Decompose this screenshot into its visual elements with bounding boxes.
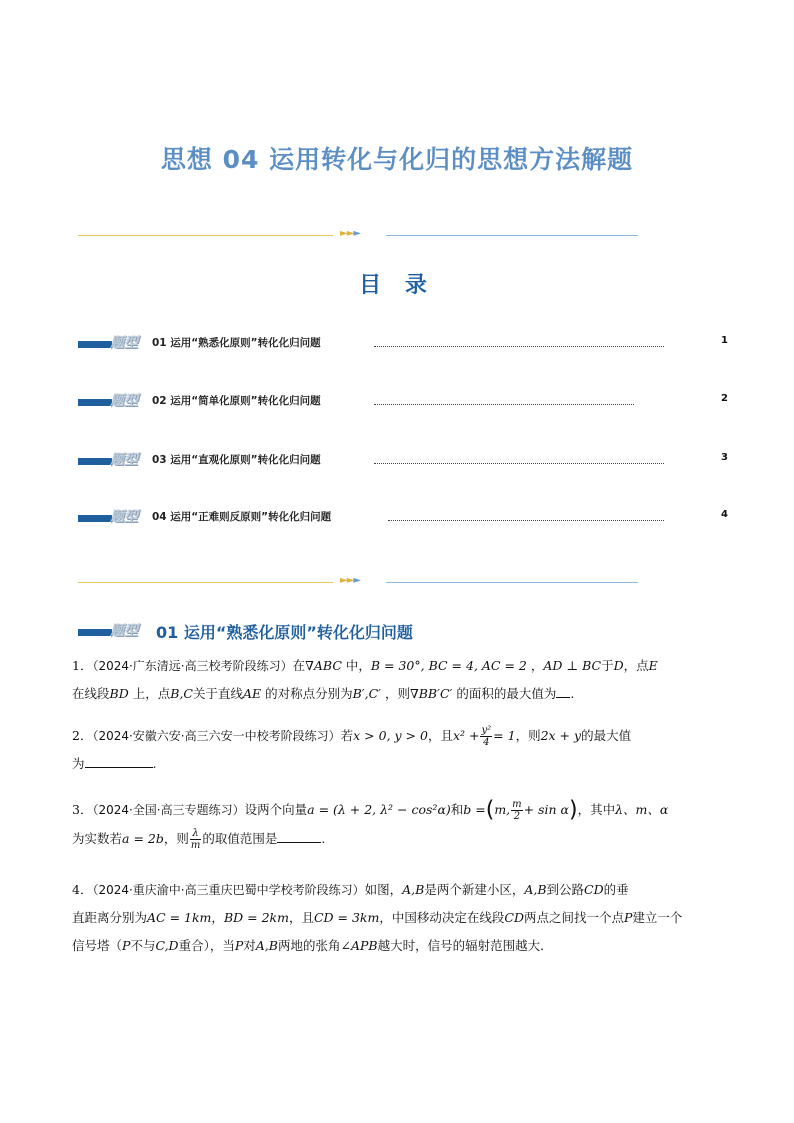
section-badge-icon: 题型 bbox=[78, 451, 148, 467]
section-title: 01 运用“熟悉化原则”转化化归问题 bbox=[156, 623, 413, 642]
section-badge-icon: 题型 bbox=[78, 392, 148, 408]
toc-item[interactable] bbox=[78, 392, 728, 410]
answer-blank[interactable] bbox=[556, 685, 570, 698]
toc-item-label: 02 运用“简单化原则”转化化归问题 bbox=[152, 395, 321, 407]
toc-item-page: 1 bbox=[721, 335, 728, 346]
section-heading bbox=[78, 620, 698, 642]
toc-item-page: 3 bbox=[721, 452, 728, 463]
section-badge-icon: 题型 bbox=[78, 508, 148, 524]
answer-blank[interactable] bbox=[277, 830, 321, 843]
page-title: 思想 04 运用转化与化归的思想方法解题 bbox=[160, 145, 634, 174]
arrow-icon: ►►► bbox=[340, 228, 361, 239]
question-3: 3．（2024·全国·高三专题练习）设两个向量a = (λ + 2, λ² − cos²α)和b =(m, $\frac{m}{2}$ + sin α)，其中λ、m、α 为实数若a = 2b，则 $\frac{\lambda}{m}$ 的取值范围是 . bbox=[72, 797, 669, 851]
toc-item[interactable] bbox=[78, 451, 728, 469]
toc-item-label: 01 运用“熟悉化原则”转化化归问题 bbox=[152, 337, 321, 349]
question-2: 2．（2024·安徽六安·高三六安一中校考阶段练习）若x > 0, y > 0，且x² + $\frac{\text{y²}}{4}$ = 1，则2x + y的最大值 为 . bbox=[72, 725, 632, 771]
section-badge-icon: 题型 bbox=[78, 334, 148, 350]
toc-item-label: 03 运用“直观化原则”转化化归问题 bbox=[152, 454, 321, 466]
question-1: 1．（2024·广东清远·高三校考阶段练习）在∇ABC 中，B = 30°, BC = 4, AC = 2 ，AD ⊥ BC于D，点E 在线段BD 上，点B,C关于直线AE 的对称点分别为B′,C′ ，则∇BB′C′ 的面积的最大值为 . bbox=[72, 658, 658, 701]
toc-item[interactable] bbox=[78, 334, 728, 352]
section-badge-icon: 题型 bbox=[78, 622, 148, 638]
toc-item[interactable] bbox=[78, 508, 728, 526]
toc-heading: 目 录 bbox=[359, 273, 435, 298]
answer-blank[interactable] bbox=[85, 755, 153, 768]
middle-divider bbox=[78, 575, 638, 588]
toc-item-page: 2 bbox=[721, 393, 728, 404]
arrow-icon: ►►► bbox=[340, 575, 361, 586]
toc-item-page: 4 bbox=[721, 509, 728, 520]
question-4: 4．（2024·重庆渝中·高三重庆巴蜀中学校考阶段练习）如图，A,B是两个新建小区，A,B到公路CD的垂 直距离分别为AC = 1km，BD = 2km，且CD = 3km，中国移动决定在线段CD两点之间找一个点P建立一个 信号塔（P不与C,D重合），当P对A,B两地的张角∠APB越大时，信号的辐射范围越大． bbox=[72, 882, 683, 953]
top-divider bbox=[78, 228, 638, 241]
toc-item-label: 04 运用“正难则反原则”转化化归问题 bbox=[152, 511, 332, 523]
